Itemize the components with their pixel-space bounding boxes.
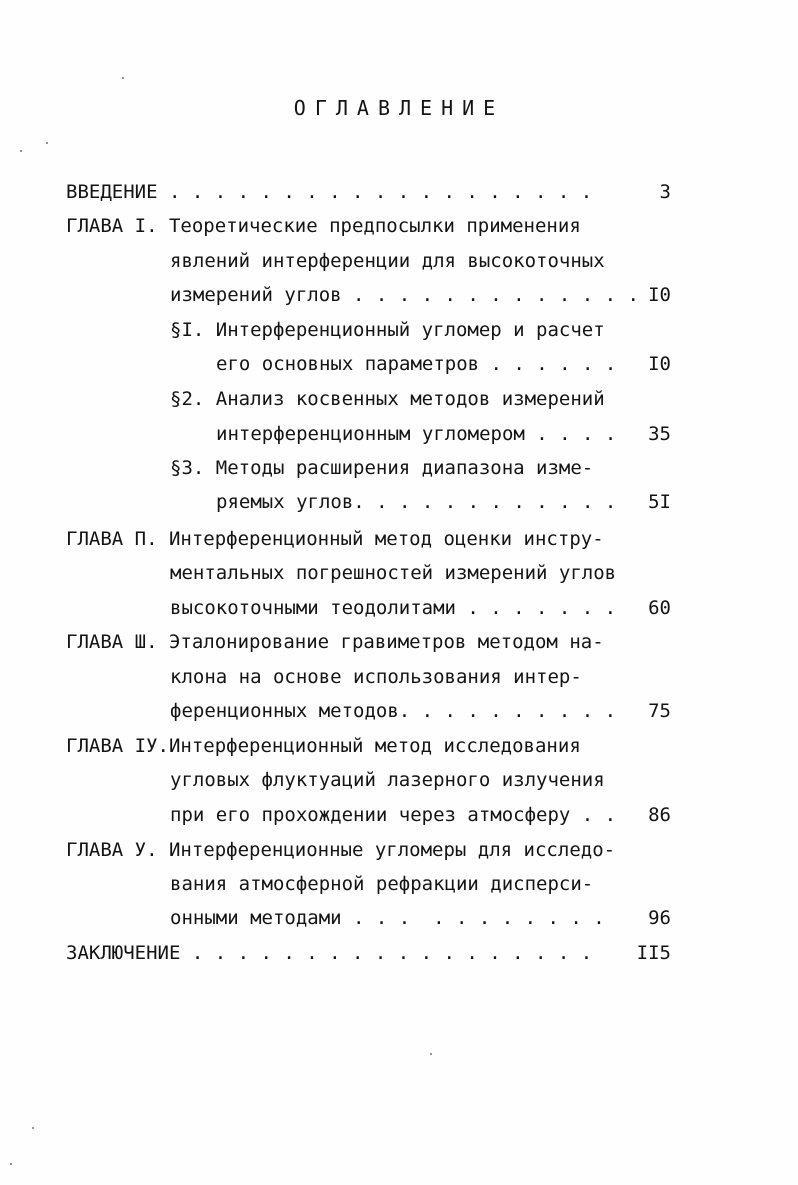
toc-entry-conclusion: ЗАКЛЮЧЕНИЕ . . . . . . . . . . . . . . . . . .: [66, 942, 593, 964]
toc-chapter-1-title-end: измерений углов . . . . . . . . . . . . .: [170, 284, 639, 306]
scan-speck: [46, 142, 48, 144]
toc-chapter-3-title-cont: клона на основе использования интер-: [170, 666, 582, 688]
toc-page-number: 96: [648, 907, 671, 929]
toc-chapter-4-title: ГЛАВА IУ.Интерференционный метод исследования: [66, 735, 581, 757]
toc-page-number: 35: [648, 423, 671, 445]
toc-page-number: 75: [648, 700, 671, 722]
toc-page-number: I0: [648, 284, 671, 306]
toc-chapter-5-title: ГЛАВА У. Интерференционные угломеры для исследо-: [66, 839, 616, 861]
scan-speck: [122, 77, 124, 79]
toc-chapter-1-title: ГЛАВА I. Теоретические предпосылки применения: [66, 215, 581, 237]
toc-chapter-4-title-cont: угловых флуктуаций лазерного излучения: [170, 769, 605, 791]
toc-chapter-2-title-end: высокоточными теодолитами . . . . . . .: [170, 597, 617, 619]
toc-chapter-5-title-cont: вания атмосферной рефракции дисперси-: [170, 873, 594, 895]
toc-page-number: 60: [648, 597, 671, 619]
toc-chapter-4-title-end: при его прохождении через атмосферу . .: [170, 804, 617, 826]
toc-chapter-5-title-end: онными методами . . . . . . . . . . .: [170, 907, 605, 929]
toc-section-3: §3. Методы расширения диапазона изме-: [170, 457, 594, 479]
scan-speck: [10, 1163, 12, 1165]
toc-page-number: 5I: [648, 491, 671, 513]
toc-page-number: II5: [636, 942, 671, 964]
toc-page-number: 86: [648, 804, 671, 826]
toc-section-1: §I. Интерференционный угломер и расчет: [170, 319, 605, 341]
toc-chapter-3-title: ГЛАВА Ш. Эталонирование гравиметров методом на-: [66, 631, 604, 653]
toc-entry-introduction: ВВЕДЕНИЕ . . . . . . . . . . . . . . . . . . .: [66, 181, 593, 203]
toc-chapter-1-title-cont: явлений интерференции для высокоточных: [170, 250, 605, 272]
toc-chapter-2-title: ГЛАВА П. Интерференционный метод оценки инстру-: [66, 528, 604, 550]
toc-section-2-cont: интерференционным угломером . . . .: [216, 423, 617, 445]
toc-chapter-2-title-cont: ментальных погрешностей измерений углов: [170, 562, 617, 584]
toc-section-1-cont: его основных параметров . . . . . .: [216, 353, 617, 375]
toc-page-number: 3: [659, 181, 671, 203]
scan-speck: [32, 1127, 34, 1129]
toc-page-number: I0: [648, 353, 671, 375]
scan-speck: [20, 150, 22, 152]
toc-chapter-3-title-end: ференционных методов. . . . . . . . . .: [170, 700, 617, 722]
page-title: ОГЛАВЛЕНИЕ: [293, 96, 505, 120]
toc-section-3-cont: ряемых углов. . . . . . . . . . . .: [216, 491, 617, 513]
toc-section-2: §2. Анализ косвенных методов измерений: [170, 388, 605, 410]
scan-speck: [430, 1053, 432, 1055]
